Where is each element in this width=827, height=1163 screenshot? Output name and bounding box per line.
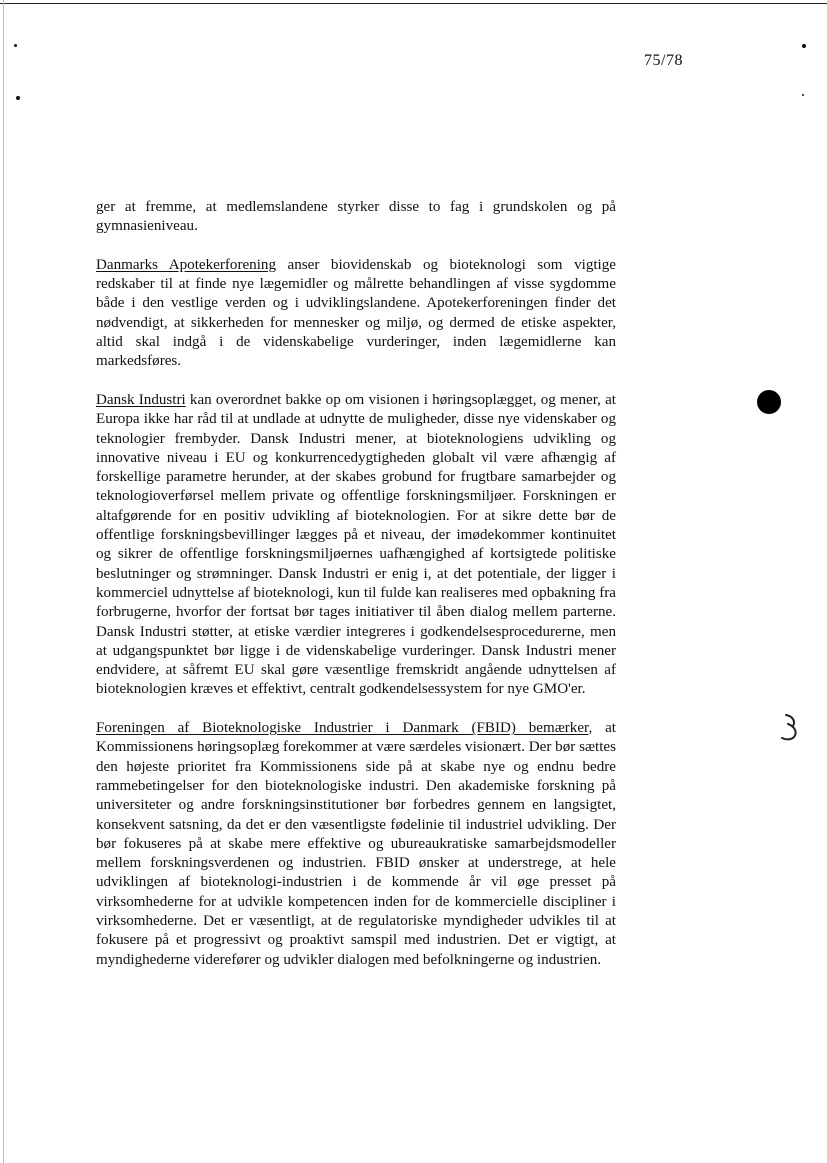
- paragraph-intro: [96, 198, 616, 237]
- paragraph-fbid: [96, 719, 616, 970]
- paragraph-apotekerforening: [96, 256, 616, 372]
- organization-name: Foreningen af Bioteknologiske Industrier i Danmark (FBID) bemærker: [96, 720, 589, 737]
- scan-speck: [14, 44, 17, 47]
- page-number: 75/78: [644, 52, 683, 69]
- punch-hole-mark: [757, 390, 781, 414]
- organization-name: Dansk Industri: [96, 391, 186, 408]
- paragraph-text: anser biovidenskab og bioteknologi som vigtige redskaber til at finde nye lægemidler og målrette behandlingen af visse sygdomme både i den vestlige verden og i udviklingslandene. Apotekerforeningen finder det nødvendigt, at sikkerheden for mennesker og miljø, og dermed de etiske aspekter, altid skal indgå i de videnskabelige vurderinger, inden lægemidlerne kan markedsføres.: [96, 256, 616, 370]
- paragraph-text: ger at fremme, at medlemslandene styrker disse to fag i grundskolen og på gymnasieniveau.: [96, 199, 616, 235]
- left-border-line: [3, 0, 4, 1163]
- paragraph-dansk-industri: [96, 391, 616, 700]
- top-border-line: [0, 3, 827, 4]
- document-body: [96, 198, 616, 989]
- scan-speck: [802, 44, 806, 48]
- organization-name: Danmarks Apotekerforening: [96, 256, 277, 273]
- paragraph-text: kan overordnet bakke op om visionen i høringsoplægget, og mener, at Europa ikke har råd til at undlade at udnytte de muligheder, disse nye videnskaber og teknologier frembyder. Dansk Industri mener, at bioteknologiens udvikling og innovative niveau i EU og konkurrencedygtigheden globalt vil være afhængig af forskellige parametre herunder, at der skabes grobund for frugtbare samarbejder og teknologioverførsel mellem private og offentlige forskningsmiljøer. Forskningen er altafgørende for en positiv udvikling af bioteknologien. For at sikre dette bør de offentlige forskningsbevillinger lægges på et niveau, der imødekommer kontinuitet og sikrer de offentlige forskningsmiljøernes uafhængighed af kortsigtede politiske beslutninger og strømninger. Dansk Industri er enig i, at det potentiale, der ligger i kommerciel udnyttelse af bioteknologi, kun til fulde kan realiseres med opbakning fra forbrugerne, hvorfor der fortsat bør tages initiativer til åben dialog mellem parterne. Dansk Industri støtter, at etiske værdier integreres i godkendelsesprocedurerne, men at udgangspunktet bør ligge i de videnskabelige vurderinger. Dansk Industri mener endvidere, at såfremt EU skal gøre væsentlige fremskridt angående udnyttelsen af bioteknologien kræves et effektivt, centralt godkendelsessystem for nye GMO'er.: [96, 391, 616, 698]
- paragraph-text: , at Kommissionens høringsoplæg forekommer at være særdeles visionært. Der bør sættes den højeste prioritet fra Kommissionens side på at skabe nye og endnu bedre rammebetingelser for den bioteknologiske industri. Den akademiske forskning på universiteter og andre forskningsinstitutioner bør forbedres gennem en langsigtet, konsekvent satsning, da det er den væsentligste fødelinie til industriel udvikling. Der bør fokuseres på at skabe mere effektive og ubureaukratiske samarbejdsmodeller mellem forskningsverdenen og industrien. FBID ønsker at understrege, at hele udviklingen af bioteknologi-industrien i de kommende år vil øge presset på virksomhederne for at udvikle kompetencen inden for de kommercielle discipliner i virksomhederne. Det er væsentligt, at de regulatoriske myndigheder udvikles til at fokusere på et progressivt og proaktivt samspil med industrien. Det er vigtigt, at myndighederne viderefører og udvikler dialogen med befolkningerne og industrien.: [96, 720, 616, 968]
- scan-speck: [802, 94, 804, 96]
- scan-speck: [16, 96, 20, 100]
- margin-scribble-mark: [778, 712, 804, 744]
